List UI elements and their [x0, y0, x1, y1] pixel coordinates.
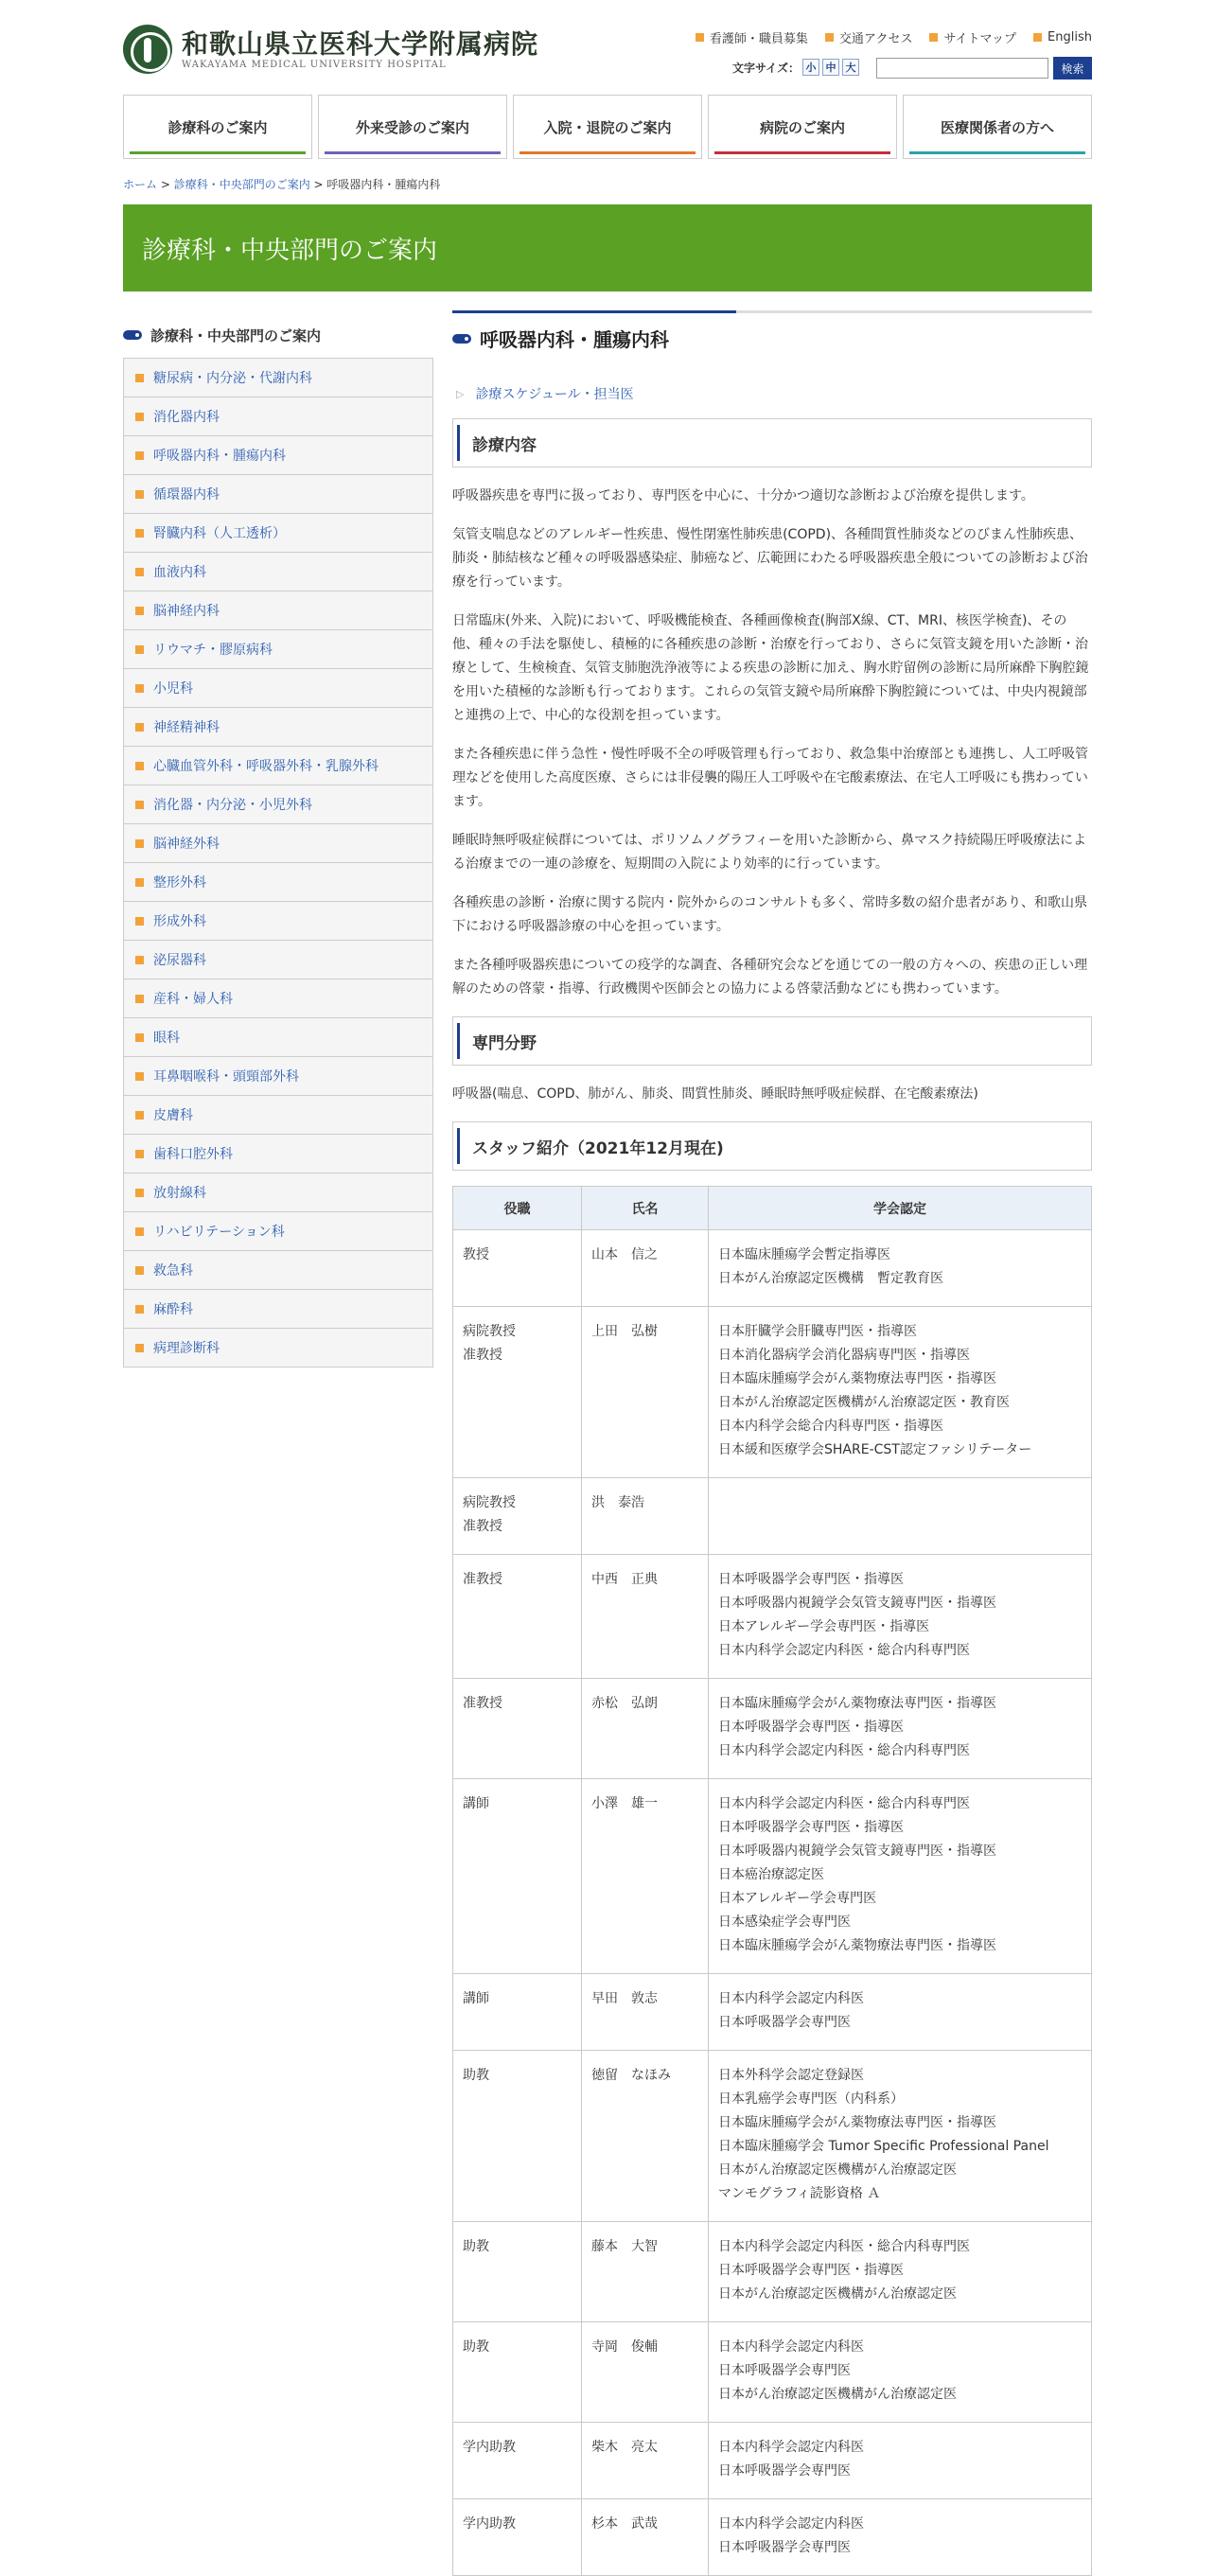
sidebar-item[interactable] [124, 669, 432, 708]
bullet-icon [135, 762, 144, 770]
bullet-icon [135, 917, 144, 926]
certifications-cell: 日本内科学会認定内科医 日本呼吸器学会専門医 [709, 2423, 1092, 2499]
treatment-paragraphs [452, 485, 1092, 1001]
table-row [453, 1555, 1092, 1679]
bullet-icon [135, 723, 144, 732]
bullet-icon [135, 1266, 144, 1275]
paragraph: 各種疾患の診断・治療に関する院内・院外からのコンサルトも多く、常時多数の紹介患者があり、和歌山県下における呼吸器診療の中心を担っています。 [452, 895, 1088, 934]
sidebar-item-label: 消化器内科 [153, 410, 220, 425]
sidebar-item-label: 糖尿病・内分泌・代謝内科 [153, 371, 312, 386]
sidebar-item[interactable] [124, 514, 432, 553]
table-row [453, 1679, 1092, 1779]
search-input[interactable] [876, 58, 1048, 79]
bullet-icon [135, 490, 144, 499]
certifications-cell: 日本外科学会認定登録医 日本乳癌学会専門医（内科系） 日本臨床腫瘍学会がん薬物療法専門医・指導医 日本臨床腫瘍学会 Tumor Specific Professional Panel 日本がん治療認定医機構がん治療認定医 マンモグラフィ読影資格 Ａ [709, 2051, 1092, 2222]
staff-table [452, 1186, 1092, 2576]
header-certifications: 学会認定 [709, 1187, 1092, 1230]
sidebar-item[interactable] [124, 863, 432, 902]
bullet-icon [135, 956, 144, 964]
sidebar-item-label: 麻酔科 [153, 1302, 193, 1317]
sidebar-item-label: 血液内科 [153, 565, 206, 580]
sidebar-item[interactable] [124, 1212, 432, 1251]
sidebar-item-label: 循環器内科 [153, 487, 220, 503]
bullet-icon [825, 33, 834, 42]
breadcrumb [123, 176, 440, 192]
chevron-right-icon: ▷ [456, 387, 465, 400]
position-cell: 教授 [453, 1230, 582, 1307]
certifications-cell: 日本呼吸器学会専門医・指導医 日本呼吸器内視鏡学会気管支鏡専門医・指導医 日本アレルギー学会専門医・指導医 日本内科学会認定内科医・総合内科専門医 [709, 1555, 1092, 1679]
position-cell: 助教 [453, 2051, 582, 2222]
nav-admission[interactable]: 入院・退院のご案内 [513, 95, 702, 159]
nav-departments[interactable]: 診療科のご案内 [123, 95, 312, 159]
bullet-icon [135, 684, 144, 693]
sidebar-item[interactable] [124, 397, 432, 436]
position-cell: 学内助教 [453, 2499, 582, 2576]
sidebar-item-label: 歯科口腔外科 [153, 1147, 233, 1162]
bullet-icon [135, 995, 144, 1003]
section-heading-treatment: 診療内容 [452, 418, 1092, 468]
logo-title: 和歌山県立医科大学附属病院 [182, 27, 539, 60]
certifications-cell: 日本内科学会認定内科医 日本呼吸器学会専門医 [709, 2499, 1092, 2576]
paragraph: 気管支喘息などのアレルギー性疾患、慢性閉塞性肺疾患(COPD)、各種間質性肺炎などのびまん性肺疾患、肺炎・肺結核など種々の呼吸器感染症、肺癌など、広範囲にわたる呼吸器疾患全般についての診断および治療を行っています。 [452, 527, 1088, 590]
name-cell: 中西 正典 [582, 1555, 709, 1679]
position-cell: 講師 [453, 1779, 582, 1974]
position-cell: 病院教授 准教授 [453, 1478, 582, 1555]
certifications-cell: 日本臨床腫瘍学会がん薬物療法専門医・指導医 日本呼吸器学会専門医・指導医 日本内科学会認定内科医・総合内科専門医 [709, 1679, 1092, 1779]
sidebar-item[interactable] [124, 1018, 432, 1057]
sidebar-item[interactable] [124, 1329, 432, 1367]
sidebar-item[interactable] [124, 785, 432, 824]
section-heading-specialty: 専門分野 [452, 1016, 1092, 1066]
util-link-english[interactable]: English [1033, 28, 1092, 46]
util-link-access[interactable]: 交通アクセス [825, 28, 913, 46]
sidebar-item[interactable] [124, 475, 432, 514]
sidebar-item-label: 整形外科 [153, 875, 206, 891]
sidebar-item-label: 心臓血管外科・呼吸器外科・乳腺外科 [153, 759, 379, 774]
schedule-link-text[interactable]: 診療スケジュール・担当医 [475, 387, 634, 402]
bullet-icon [135, 568, 144, 576]
utility-links [696, 28, 1092, 46]
bullet-icon [135, 801, 144, 809]
certifications-cell: 日本内科学会認定内科医・総合内科専門医 日本呼吸器学会専門医・指導医 日本呼吸器内視鏡学会気管支鏡専門医・指導医 日本癌治療認定医 日本アレルギー学会専門医 日本感染症学会専門医 日本臨床腫瘍学会がん薬物療法専門医・指導医 [709, 1779, 1092, 1974]
sidebar-item[interactable] [124, 1290, 432, 1329]
sidebar-item-label: 脳神経内科 [153, 604, 220, 619]
logo-subtitle: WAKAYAMA MEDICAL UNIVERSITY HOSPITAL [182, 59, 447, 70]
bullet-icon [135, 413, 144, 421]
sidebar-item-label: 呼吸器内科・腫瘍内科 [153, 449, 286, 464]
sidebar-item[interactable] [124, 553, 432, 591]
section-heading-staff: スタッフ紹介（2021年12月現在) [452, 1121, 1092, 1171]
table-row [453, 1478, 1092, 1555]
sidebar-item[interactable] [124, 359, 432, 397]
position-cell: 講師 [453, 1974, 582, 2051]
table-row [453, 2499, 1092, 2576]
sidebar-item-label: 神経精神科 [153, 720, 220, 735]
sidebar-item-label: 眼科 [153, 1031, 180, 1046]
sidebar-item-label: 耳鼻咽喉科・頭頸部外科 [153, 1069, 299, 1085]
table-row [453, 2322, 1092, 2423]
position-cell: 准教授 [453, 1555, 582, 1679]
sidebar-item[interactable] [124, 747, 432, 785]
paragraph: また各種疾患に伴う急性・慢性呼吸不全の呼吸管理も行っており、救急集中治療部とも連携し、人工呼吸管理などを使用した高度医療、さらには非侵襲的陽圧人工呼吸や在宅酸素療法、在宅人工呼吸にも携わっています。 [452, 747, 1088, 809]
sidebar-item[interactable] [124, 1096, 432, 1135]
name-cell: 赤松 弘朗 [582, 1679, 709, 1779]
certifications-cell [709, 1478, 1092, 1555]
bullet-icon [929, 33, 938, 42]
sidebar-item[interactable] [124, 941, 432, 979]
nav-medical-professionals[interactable]: 医療関係者の方へ [903, 95, 1092, 159]
table-row [453, 1230, 1092, 1307]
sidebar-item[interactable] [124, 824, 432, 863]
table-row [453, 2423, 1092, 2499]
sidebar-item[interactable] [124, 436, 432, 475]
table-row [453, 2222, 1092, 2322]
schedule-link[interactable] [452, 384, 1092, 403]
position-cell: 学内助教 [453, 2423, 582, 2499]
sidebar-item-label: 消化器・内分泌・小児外科 [153, 798, 312, 813]
sidebar-item[interactable] [124, 708, 432, 747]
certifications-cell: 日本内科学会認定内科医 日本呼吸器学会専門医 日本がん治療認定医機構がん治療認定医 [709, 2322, 1092, 2423]
sidebar-list [123, 358, 433, 1367]
hospital-logo[interactable] [123, 25, 538, 74]
sidebar-item-label: リハビリテーション科 [153, 1225, 285, 1240]
sidebar-item[interactable] [124, 902, 432, 941]
certifications-cell: 日本内科学会認定内科医 日本呼吸器学会専門医 [709, 1974, 1092, 2051]
bullet-icon [135, 1072, 144, 1081]
bullet-icon [135, 1033, 144, 1042]
paragraph: また各種呼吸器疾患についての疫学的な調査、各種研究会などを通じての一般の方々への、疾患の正しい理解のための啓蒙・指導、行政機関や医師会との協力による啓蒙活動などにも携わっています。 [452, 958, 1088, 997]
bullet-icon [135, 607, 144, 615]
nav-hospital-info[interactable]: 病院のご案内 [708, 95, 897, 159]
table-row [453, 1307, 1092, 1478]
font-size-small-button[interactable]: 小 [802, 59, 819, 76]
font-size-label: 文字サイズ： [732, 61, 801, 75]
util-link-recruit[interactable]: 看護師・職員募集 [696, 28, 808, 46]
bullet-icon [135, 1305, 144, 1314]
sidebar-item-label: 泌尿器科 [153, 953, 206, 968]
font-size-medium-button[interactable]: 中 [822, 59, 839, 76]
name-cell: 杉本 武哉 [582, 2499, 709, 2576]
certifications-cell: 日本肝臓学会肝臓専門医・指導医 日本消化器病学会消化器病専門医・指導医 日本臨床腫瘍学会がん薬物療法専門医・指導医 日本がん治療認定医機構がん治療認定医・教育医 日本内科学会総合内科専門医・指導医 日本緩和医療学会SHARE-CST認定ファシリテーター [709, 1307, 1092, 1478]
sidebar-item-label: リウマチ・膠原病科 [153, 643, 273, 658]
breadcrumb-current: > 呼吸器内科・腫瘍内科 [309, 178, 441, 191]
name-cell: 藤本 大智 [582, 2222, 709, 2322]
sidebar-item-label: 形成外科 [153, 914, 206, 929]
sidebar-item-label: 小児科 [153, 681, 193, 697]
bullet-icon [135, 645, 144, 654]
breadcrumb-separator: > [157, 178, 174, 191]
util-link-sitemap[interactable]: サイトマップ [929, 28, 1016, 46]
arrow-icon [123, 330, 142, 340]
sidebar-item[interactable] [124, 630, 432, 669]
specialty-text: 呼吸器(喘息、COPD、肺がん、肺炎、間質性肺炎、睡眠時無呼吸症候群、在宅酸素療法) [452, 1086, 978, 1102]
sidebar-title: 診療科・中央部門のご案内 [123, 322, 433, 348]
bullet-icon [135, 374, 144, 382]
breadcrumb-parent[interactable]: 診療科・中央部門のご案内 [173, 178, 310, 191]
bullet-icon [135, 839, 144, 848]
sidebar-item-label: 脳神経外科 [153, 837, 220, 852]
sidebar-item-label: 病理診断科 [153, 1341, 220, 1356]
global-nav [123, 95, 1092, 159]
sidebar-item[interactable] [124, 1173, 432, 1212]
section-banner: 診療科・中央部門のご案内 [123, 204, 1092, 291]
name-cell: 小澤 雄一 [582, 1779, 709, 1974]
position-cell: 助教 [453, 2222, 582, 2322]
bullet-icon [696, 33, 704, 42]
bullet-icon [135, 529, 144, 538]
sidebar-item[interactable] [124, 1057, 432, 1096]
table-row [453, 1974, 1092, 2051]
sidebar-item[interactable] [124, 591, 432, 630]
nav-outpatient[interactable]: 外来受診のご案内 [318, 95, 507, 159]
sidebar [123, 322, 433, 1367]
header-position: 役職 [453, 1187, 582, 1230]
position-cell: 助教 [453, 2322, 582, 2423]
font-size-large-button[interactable]: 大 [842, 59, 859, 76]
name-cell: 上田 弘樹 [582, 1307, 709, 1478]
sidebar-item-label: 産科・婦人科 [153, 992, 233, 1007]
arrow-icon [452, 334, 471, 344]
sidebar-item[interactable] [124, 1251, 432, 1290]
breadcrumb-home[interactable]: ホーム [123, 178, 158, 191]
name-cell: 山本 信之 [582, 1230, 709, 1307]
logo-emblem-icon [123, 25, 172, 74]
certifications-cell: 日本内科学会認定内科医・総合内科専門医 日本呼吸器学会専門医・指導医 日本がん治療認定医機構がん治療認定医 [709, 2222, 1092, 2322]
main-content [452, 310, 1092, 2576]
name-cell: 早田 敦志 [582, 1974, 709, 2051]
sidebar-item-label: 皮膚科 [153, 1108, 193, 1123]
paragraph: 日常臨床(外来、入院)において、呼吸機能検査、各種画像検査(胸部X線、CT、MRI、核医学検査)、その他、種々の手法を駆使し、積極的に各種疾患の診断・治療を行っており、さらに気管支鏡を用いた診断・治療として、生検検査、気管支肺胞洗浄液等による疾患の診断に加え、胸水貯留例の診断に局所麻酔下胸腔鏡を用いた積極的な診断も行っております。これらの気管支鏡や局所麻酔下胸腔鏡については、中央内視鏡部と連携の上で、中心的な役割を担っています。 [452, 613, 1089, 723]
table-row [453, 2051, 1092, 2222]
bullet-icon [135, 451, 144, 460]
bullet-icon [135, 1150, 144, 1158]
sidebar-item-label: 放射線科 [153, 1186, 206, 1201]
staff-table-header [453, 1187, 1092, 1230]
name-cell: 寺岡 俊輔 [582, 2322, 709, 2423]
bullet-icon [135, 1227, 144, 1236]
table-row [453, 1779, 1092, 1974]
position-cell: 病院教授 准教授 [453, 1307, 582, 1478]
certifications-cell: 日本臨床腫瘍学会暫定指導医 日本がん治療認定医機構 暫定教育医 [709, 1230, 1092, 1307]
header-name: 氏名 [582, 1187, 709, 1230]
bullet-icon [1033, 33, 1042, 42]
sidebar-item-label: 腎臓内科（人工透析） [153, 526, 286, 541]
font-size-control [732, 59, 859, 76]
search-button[interactable]: 検索 [1053, 57, 1092, 79]
bullet-icon [135, 878, 144, 887]
paragraph: 呼吸器疾患を専門に扱っており、専門医を中心に、十分かつ適切な診断および治療を提供します。 [452, 488, 1034, 503]
page-title: 呼吸器内科・腫瘍内科 [452, 310, 1092, 363]
paragraph: 睡眠時無呼吸症候群については、ポリソムノグラフィーを用いた診断から、鼻マスク持続陽圧呼吸療法による治療までの一連の診療を、短期間の入院により効率的に行っています。 [452, 833, 1087, 872]
bullet-icon [135, 1111, 144, 1120]
sidebar-item-label: 救急科 [153, 1263, 193, 1279]
sidebar-item[interactable] [124, 1135, 432, 1173]
name-cell: 徳留 なほみ [582, 2051, 709, 2222]
position-cell: 准教授 [453, 1679, 582, 1779]
bullet-icon [135, 1344, 144, 1352]
name-cell: 柴木 亮太 [582, 2423, 709, 2499]
staff-table-body [453, 1230, 1092, 2576]
sidebar-item[interactable] [124, 979, 432, 1018]
bullet-icon [135, 1189, 144, 1197]
name-cell: 洪 泰浩 [582, 1478, 709, 1555]
